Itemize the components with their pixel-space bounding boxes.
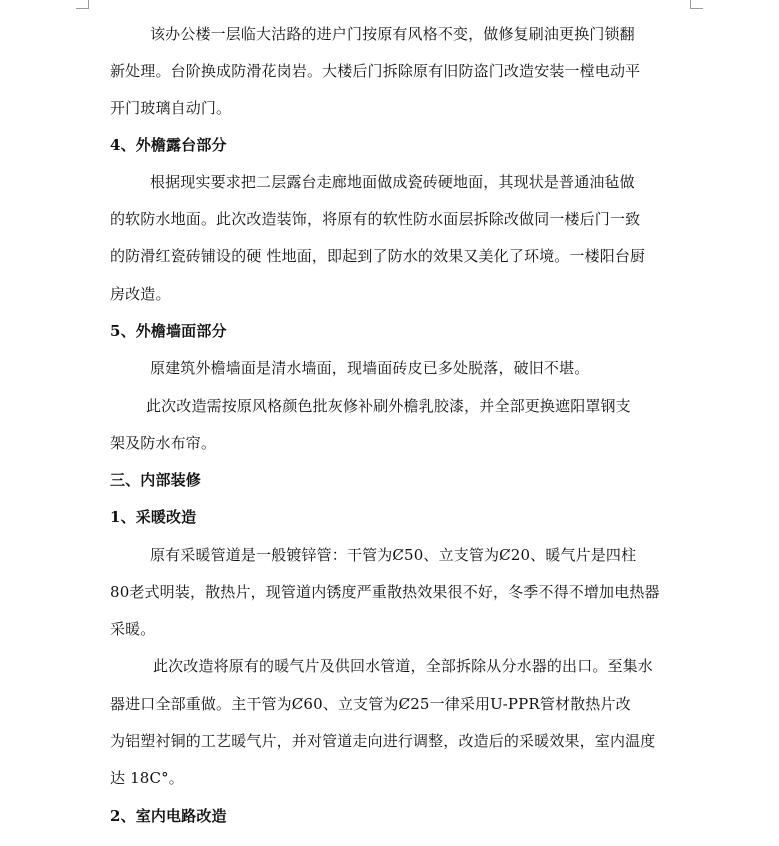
section-heading: 三、内部装修: [110, 471, 201, 489]
paragraph-line: 根据现实要求把二层露台走廊地面做成瓷砖硬地面，其现状是普通油毡做: [150, 173, 635, 191]
paragraph-line: 此次改造需按原风格颜色批灰修补刷外檐乳胶漆，并全部更换遮阳罩钢支: [146, 397, 631, 415]
paragraph-line: 房改造。: [110, 285, 171, 303]
crop-mark-top-right-vertical: [690, 0, 691, 8]
crop-mark-top-left-horizontal: [76, 8, 89, 9]
section-heading: 1、采暖改造: [110, 508, 197, 526]
paragraph-line: 的防滑红瓷砖铺设的硬 性地面，即起到了防水的效果又美化了环境。一楼阳台厨: [110, 247, 646, 265]
paragraph-line: 此次改造将原有的暖气片及供回水管道，全部拆除从分水器的出口。至集水: [153, 657, 653, 675]
section-heading: 2、室内电路改造: [110, 807, 227, 825]
paragraph-line: 原建筑外檐墙面是清水墙面，现墙面砖皮已多处脱落，破旧不堪。: [150, 359, 590, 377]
paragraph-line: 新处理。台阶换成防滑花岗岩。大楼后门拆除原有旧防盗门改造安装一樘电动平: [110, 62, 641, 80]
paragraph-line: 达 18C°。: [110, 769, 184, 787]
paragraph-line: 原有采暖管道是一般镀锌管：干管为Ȼ50、立支管为Ȼ20、暖气片是四柱: [150, 546, 637, 564]
paragraph-line: 架及防水布帘。: [110, 434, 217, 452]
paragraph-line: 的软防水地面。此次改造装饰，将原有的软性防水面层拆除改做同一楼后门一致: [110, 210, 641, 228]
crop-mark-top-left-vertical: [88, 0, 89, 8]
paragraph-line: 开门玻璃自动门。: [110, 99, 232, 117]
paragraph-line: 80老式明装，散热片，现管道内锈度严重散热效果很不好，冬季不得不增加电热器: [110, 583, 660, 601]
section-heading: 5、外檐墙面部分: [110, 322, 227, 340]
section-heading: 4、外檐露台部分: [110, 136, 227, 154]
crop-mark-top-right-horizontal: [690, 8, 703, 9]
paragraph-line: 采暖。: [110, 620, 156, 638]
paragraph-line: 为铝塑衬铜的工艺暖气片，并对管道走向进行调整，改造后的采暖效果，室内温度: [110, 732, 656, 750]
paragraph-line: 该办公楼一层临大沽路的进户门按原有风格不变，做修复刷油更换门锁翻: [150, 25, 635, 43]
paragraph-line: 器进口全部重做。主干管为Ȼ60、立支管为Ȼ25一律采用U-PPR管材散热片改: [110, 695, 631, 713]
